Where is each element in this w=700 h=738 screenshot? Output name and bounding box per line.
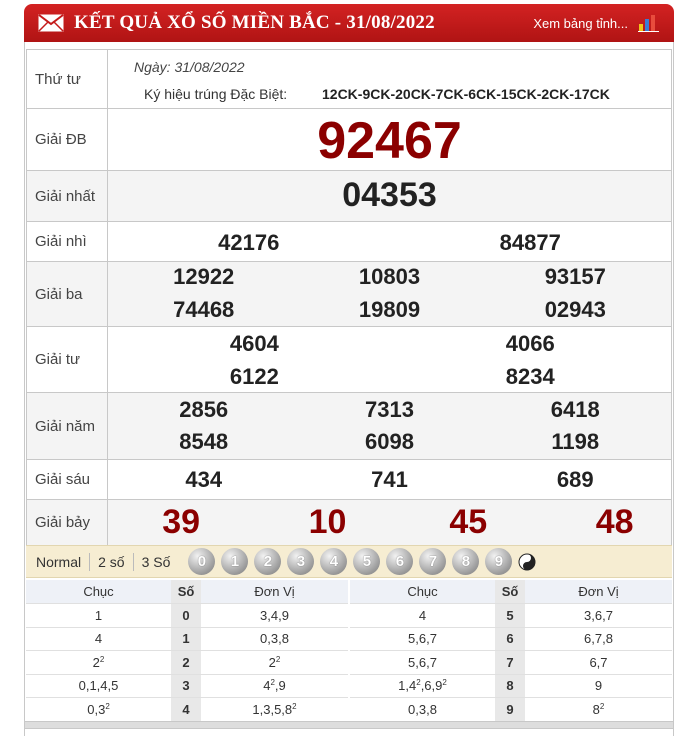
prize-row-nam: [27, 393, 672, 460]
prize-number: 84877: [499, 230, 561, 255]
loto-row: [350, 604, 672, 628]
loto-right-body: [350, 604, 672, 722]
loto-row: [350, 627, 672, 651]
special-symbol-label: Ký hiệu trúng Đặc Biệt:: [144, 86, 288, 102]
special-prize-number: 92467: [317, 112, 462, 170]
prize-number: 19809: [358, 297, 421, 322]
digit-7-button[interactable]: 7: [419, 548, 446, 575]
tens-header: Chục: [350, 580, 495, 604]
prize-number: 12922: [173, 264, 235, 289]
digit-cell: 8: [495, 674, 525, 698]
prize-cell-ba: [108, 262, 672, 327]
units-cell: 6,7: [525, 651, 672, 675]
digit-8-button[interactable]: 8: [452, 548, 479, 575]
prize-row-bay: [27, 500, 672, 546]
display-toolbar: [26, 545, 672, 578]
page-title: KẾT QUẢ XỔ SỐ MIỀN BẮC - 31/08/2022: [74, 12, 435, 33]
loto-table-right: [350, 580, 672, 722]
prize-number: 8234: [505, 364, 555, 389]
prize-cell-tu: [108, 327, 672, 393]
units-cell: 9: [525, 674, 672, 698]
prize-number: 02943: [544, 297, 606, 322]
digit-1-button[interactable]: 1: [221, 548, 248, 575]
digit-5-button[interactable]: 5: [353, 548, 380, 575]
prize-number: 04353: [342, 176, 437, 214]
prize-number: 8548: [179, 429, 229, 454]
prize-row-db: [27, 109, 672, 171]
units-cell: 3,6,7: [525, 604, 672, 628]
prize-number: 10: [308, 503, 347, 541]
loto-header-row: [350, 580, 672, 604]
units-cell: $2^2$: [201, 651, 348, 675]
prize-row-nhi: [27, 222, 672, 262]
loto-row: [26, 627, 348, 651]
digit-cell: 0: [171, 604, 201, 628]
digit-cell: 7: [495, 651, 525, 675]
loto-header-row: [26, 580, 348, 604]
prize-number: 45: [449, 503, 488, 541]
digit-cell: 9: [495, 698, 525, 722]
prize-number: 4066: [505, 331, 555, 356]
weekday-label: Thứ tư: [27, 50, 108, 109]
tens-cell: 5,6,7: [350, 627, 495, 651]
loto-row: [350, 674, 672, 698]
prize-number: 10803: [358, 264, 421, 289]
digit-6-button[interactable]: 6: [386, 548, 413, 575]
units-cell: 6,7,8: [525, 627, 672, 651]
units-cell: 3,4,9: [201, 604, 348, 628]
tens-cell: $2^2$: [26, 651, 171, 675]
units-cell: 1,3,5,8$^2$: [201, 698, 348, 722]
digit-filter: [188, 548, 512, 575]
prize-row-tu: [27, 327, 672, 393]
mode-3-digit-button[interactable]: 3 Số: [141, 553, 171, 570]
bottom-border: [24, 721, 674, 729]
prize-label-ba: Giải ba: [27, 262, 108, 327]
prize-cell-sau: [108, 460, 672, 500]
loto-row: [26, 698, 348, 722]
prize-row-nhat: [27, 171, 672, 222]
prize-number: 74468: [173, 297, 235, 322]
prize-number: 7313: [365, 397, 414, 422]
digit-4-button[interactable]: 4: [320, 548, 347, 575]
prize-label-sau: Giải sáu: [27, 460, 108, 500]
units-header: Đơn Vị: [201, 580, 348, 604]
units-header: Đơn Vị: [525, 580, 672, 604]
loto-row: [26, 674, 348, 698]
digit-3-button[interactable]: 3: [287, 548, 314, 575]
prize-label-tu: Giải tư: [27, 327, 108, 393]
digit-cell: 4: [171, 698, 201, 722]
prize-number: 6122: [229, 364, 279, 389]
digit-cell: 1: [171, 627, 201, 651]
page-header: [24, 4, 674, 42]
prize-label-nhat: Giải nhất: [27, 171, 108, 222]
prize-number: 39: [162, 503, 201, 541]
mode-2-digit-button[interactable]: 2 số: [90, 553, 133, 571]
prize-number: 741: [371, 467, 408, 492]
digit-2-button[interactable]: 2: [254, 548, 281, 575]
info-row: [27, 50, 672, 109]
prize-cell-nhat: [108, 171, 672, 222]
tens-cell: $1,4^2,6,9^2$: [350, 674, 495, 698]
tens-cell: $0,3^2$: [26, 698, 171, 722]
digit-header: Số: [495, 580, 525, 604]
results-table: [26, 49, 672, 546]
province-table-link[interactable]: Xem bảng tỉnh...: [533, 16, 628, 31]
mode-normal-button[interactable]: Normal: [26, 553, 90, 571]
prize-cell-db: [108, 109, 672, 171]
prize-cell-nam: [108, 393, 672, 460]
digit-cell: 2: [171, 651, 201, 675]
info-cell: [108, 50, 672, 109]
special-symbol-value: 12CK-9CK-20CK-7CK-6CK-15CK-2CK-17CK: [322, 86, 610, 102]
tens-header: Chục: [26, 580, 171, 604]
draw-date: Ngày: 31/08/2022: [134, 59, 245, 75]
digit-0-button[interactable]: 0: [188, 548, 215, 575]
tens-cell: 0,3,8: [350, 698, 495, 722]
prize-label-bay: Giải bảy: [27, 500, 108, 546]
digit-header: Số: [171, 580, 201, 604]
loto-left-body: [26, 604, 348, 722]
tens-cell: 4: [26, 627, 171, 651]
units-cell: $4^2,9$: [201, 674, 348, 698]
loto-row: [350, 698, 672, 722]
tens-cell: 4: [350, 604, 495, 628]
loto-table-left: [26, 580, 348, 722]
prize-label-nhi: Giải nhì: [27, 222, 108, 262]
prize-number: 1198: [551, 429, 600, 454]
units-cell: 0,3,8: [201, 627, 348, 651]
bar-chart-icon[interactable]: [638, 12, 660, 32]
tens-cell: 5,6,7: [350, 651, 495, 675]
tens-cell: 0,1,4,5: [26, 674, 171, 698]
yin-yang-icon[interactable]: [518, 553, 536, 571]
tens-cell: 1: [26, 604, 171, 628]
prize-number: 48: [595, 503, 634, 541]
prize-row-ba: [27, 262, 672, 327]
prize-cell-bay: [108, 500, 672, 546]
digit-9-button[interactable]: 9: [485, 548, 512, 575]
prize-number: 689: [556, 467, 594, 492]
prize-number: 6098: [365, 429, 414, 454]
envelope-icon: [38, 14, 64, 32]
prize-row-sau: [27, 460, 672, 500]
digit-cell: 3: [171, 674, 201, 698]
prize-number: 4604: [229, 331, 279, 356]
prize-number: 434: [185, 467, 223, 492]
prize-cell-nhi: [108, 222, 672, 262]
prize-number: 2856: [179, 397, 229, 422]
loto-row: [26, 604, 348, 628]
units-cell: $8^2$: [525, 698, 672, 722]
prize-number: 6418: [550, 397, 600, 422]
loto-row: [350, 651, 672, 675]
loto-row: [26, 651, 348, 675]
prize-number: 93157: [544, 264, 606, 289]
prize-label-nam: Giải năm: [27, 393, 108, 460]
digit-cell: 5: [495, 604, 525, 628]
digit-cell: 6: [495, 627, 525, 651]
prize-label-db: Giải ĐB: [27, 109, 108, 171]
prize-number: 42176: [218, 230, 280, 255]
